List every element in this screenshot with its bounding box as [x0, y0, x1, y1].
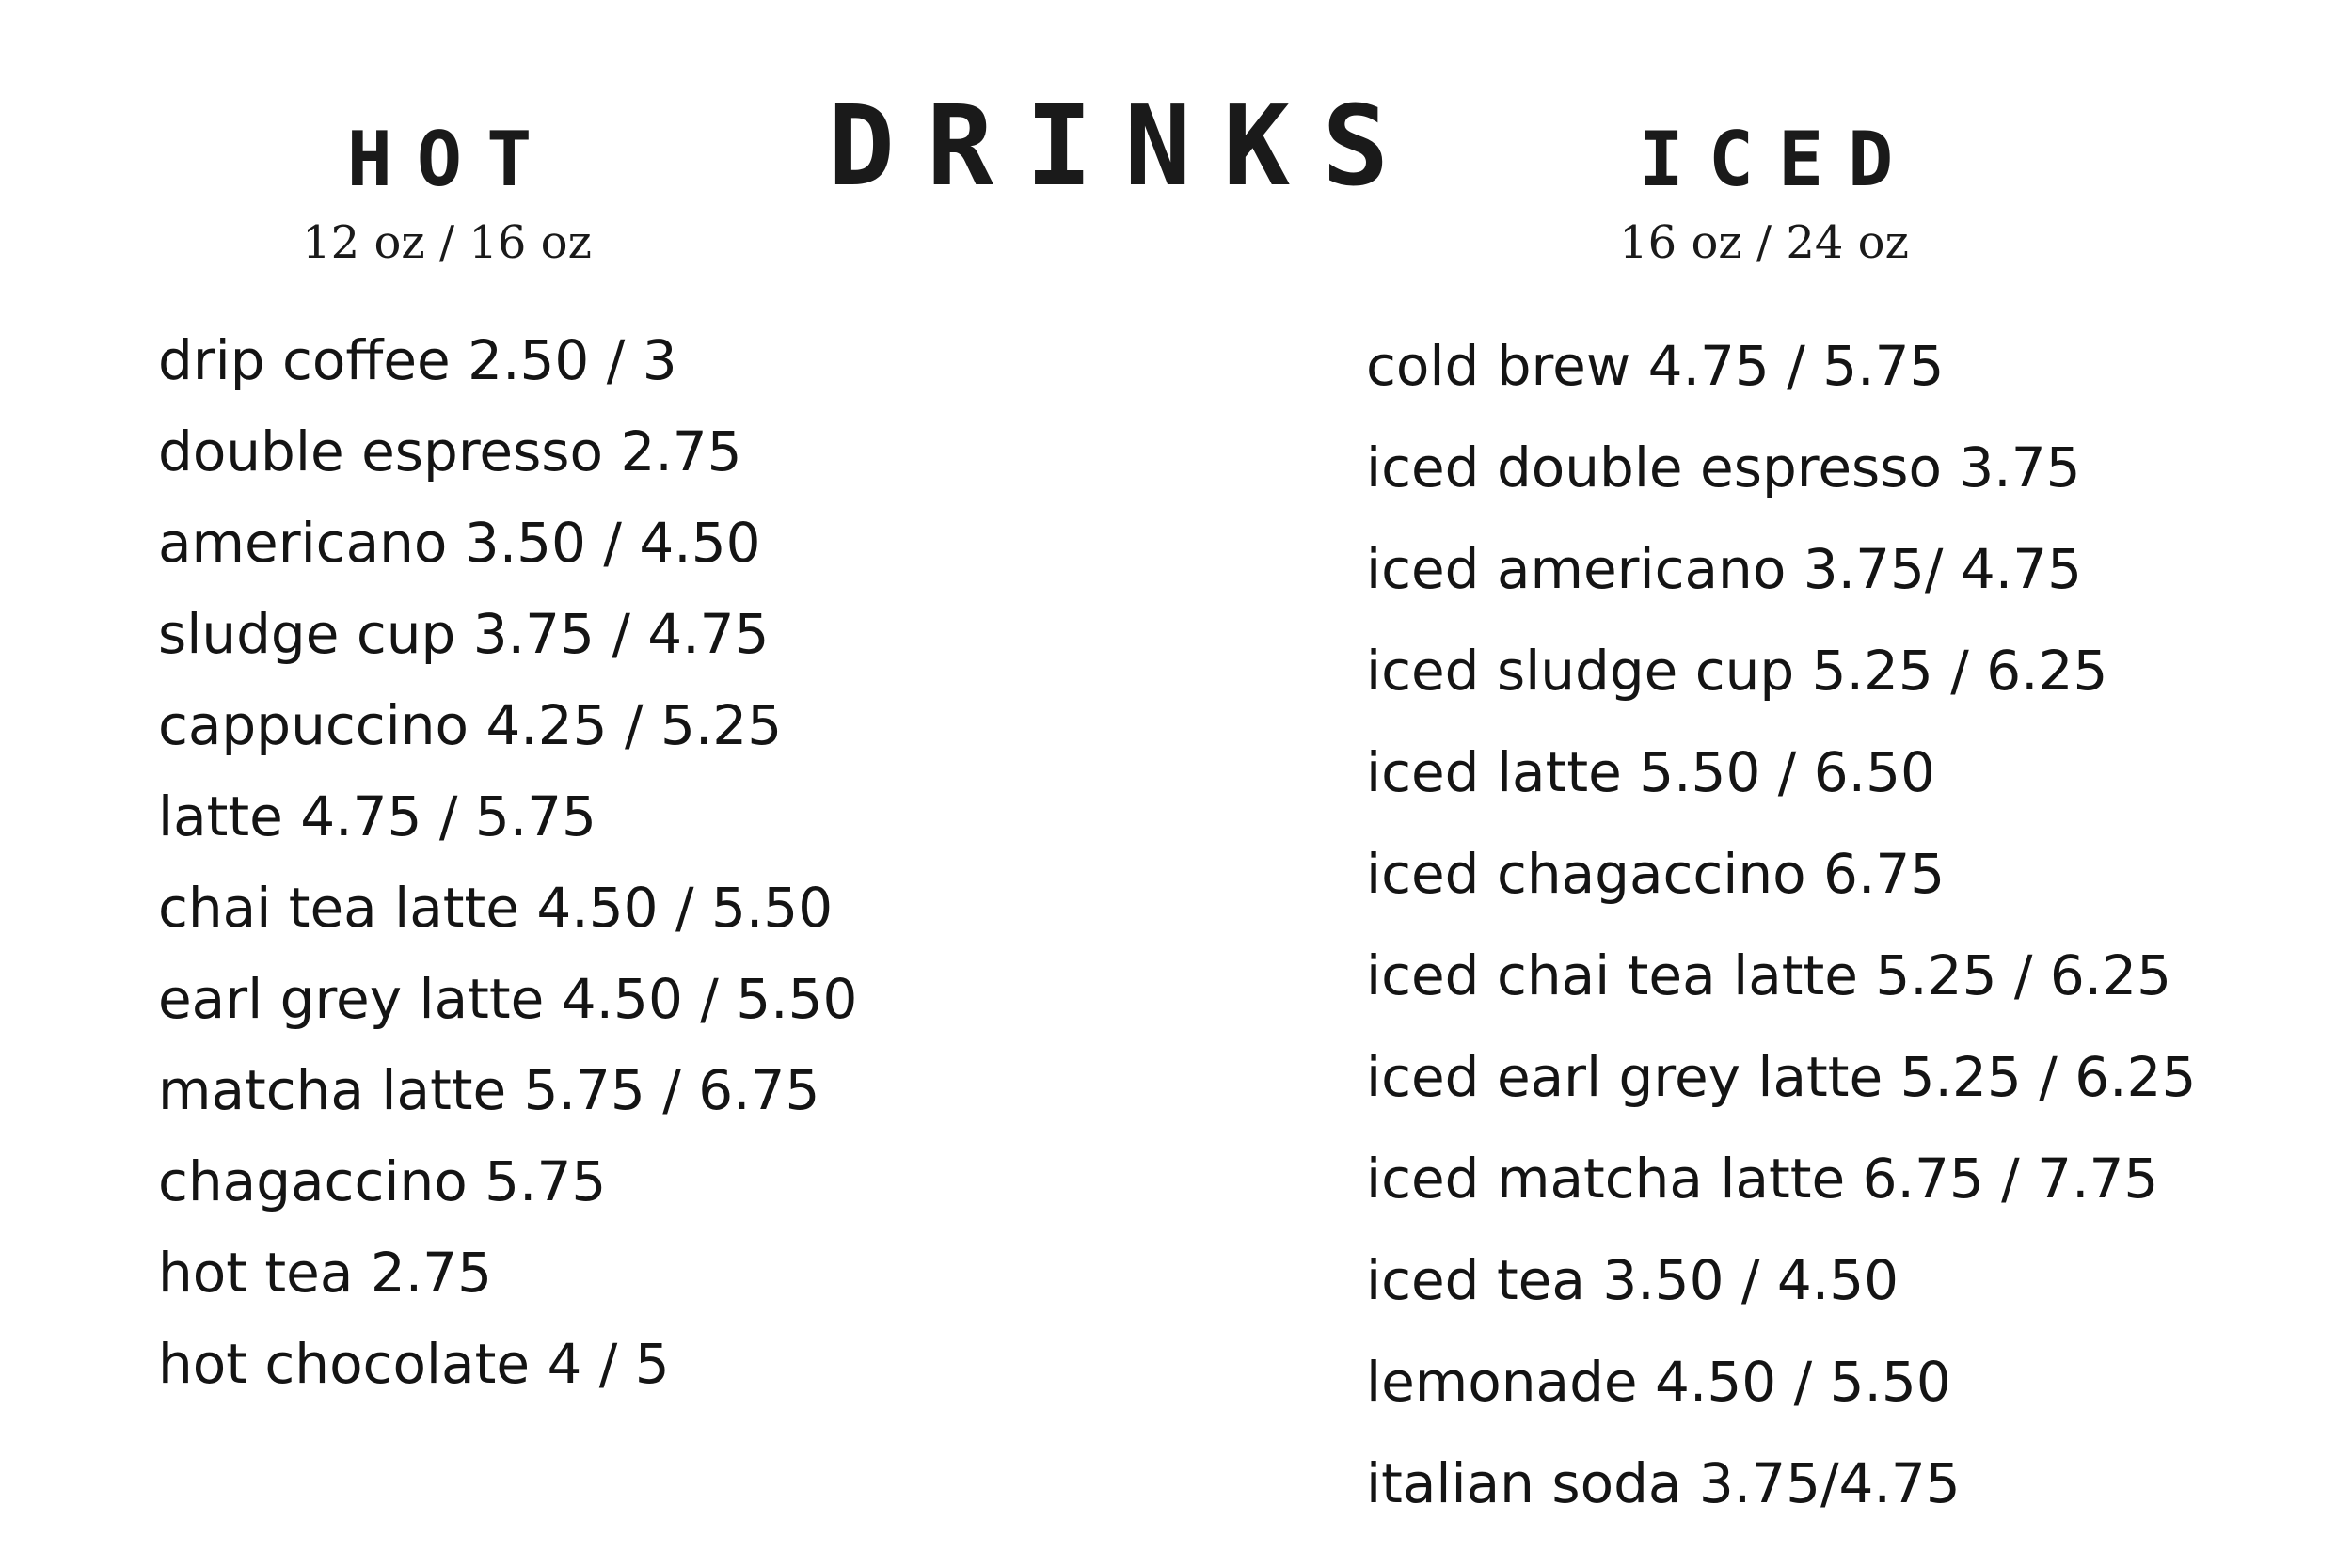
- menu-item: iced double espresso 3.75: [1366, 436, 2081, 499]
- hot-drinks-list: [158, 315, 857, 1410]
- iced-drinks-list: [1366, 315, 2196, 1534]
- menu-item: americano 3.50 / 4.50: [158, 511, 761, 575]
- menu-item: iced matcha latte 6.75 / 7.75: [1366, 1147, 2159, 1211]
- menu-item: iced earl grey latte 5.25 / 6.25: [1366, 1045, 2197, 1109]
- menu-item: iced chai tea latte 5.25 / 6.25: [1366, 943, 2172, 1007]
- menu-item: double espresso 2.75: [158, 420, 742, 483]
- menu-item: iced chagaccino 6.75: [1366, 842, 1946, 906]
- iced-heading: ICED: [1638, 116, 1918, 203]
- menu-item: hot chocolate 4 / 5: [158, 1332, 670, 1396]
- menu-item: cappuccino 4.25 / 5.25: [158, 693, 783, 757]
- hot-heading: HOT: [346, 116, 557, 203]
- menu-item: lemonade 4.50 / 5.50: [1366, 1350, 1951, 1414]
- menu-item: iced tea 3.50 / 4.50: [1366, 1248, 1899, 1312]
- menu-item: matcha latte 5.75 / 6.75: [158, 1058, 820, 1122]
- menu-item: latte 4.75 / 5.75: [158, 784, 596, 848]
- menu-item: earl grey latte 4.50 / 5.50: [158, 967, 858, 1031]
- menu-item: iced latte 5.50 / 6.50: [1366, 740, 1935, 804]
- menu-item: sludge cup 3.75 / 4.75: [158, 602, 770, 666]
- menu-item: chai tea latte 4.50 / 5.50: [158, 876, 834, 940]
- iced-sizes: 16 oz / 24 oz: [1619, 216, 1909, 269]
- menu-item: italian soda 3.75/4.75: [1366, 1451, 1961, 1515]
- menu-item: iced sludge cup 5.25 / 6.25: [1366, 639, 2108, 703]
- menu-item: cold brew 4.75 / 5.75: [1366, 334, 1945, 398]
- menu-item: iced americano 3.75/ 4.75: [1366, 537, 2082, 601]
- hot-sizes: 12 oz / 16 oz: [302, 216, 592, 269]
- menu-item: hot tea 2.75: [158, 1241, 492, 1305]
- menu-title: DRINKS: [828, 81, 1422, 211]
- menu-item: drip coffee 2.50 / 3: [158, 328, 677, 392]
- menu-item: chagaccino 5.75: [158, 1149, 607, 1213]
